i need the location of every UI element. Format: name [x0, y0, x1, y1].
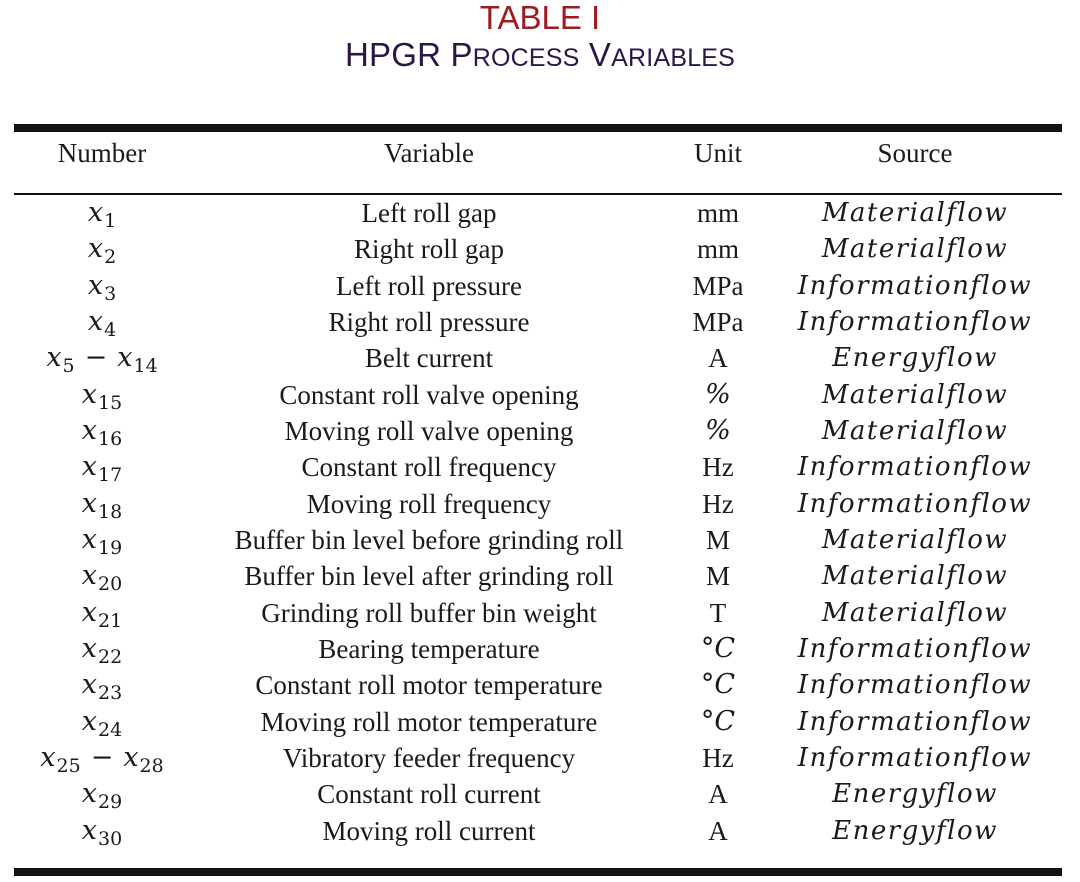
cell-unit: M [705, 525, 730, 555]
header-unit: Unit [693, 138, 742, 168]
cell-variable: Constant roll current [317, 779, 541, 809]
number-symbol: x [87, 270, 104, 301]
cell-unit: % [705, 379, 731, 410]
cell-number [14, 380, 190, 412]
cell-unit: Hz [702, 489, 734, 519]
cell-unit: T [709, 598, 727, 628]
cell-unit: % [705, 415, 731, 446]
cell-variable: Left roll pressure [336, 271, 522, 301]
header-number: Number [57, 138, 147, 168]
cell-number [14, 634, 190, 666]
number-subscript: 23 [98, 682, 123, 704]
number-subscript: 16 [98, 428, 123, 450]
number-symbol: x [81, 379, 98, 410]
cell-variable: Moving roll current [322, 816, 536, 846]
header-source: Source [877, 138, 953, 168]
cell-source: Informationflow [797, 707, 1033, 737]
cell-source: Informationflow [797, 307, 1033, 337]
cell-variable: Moving roll valve opening [284, 416, 574, 446]
cell-unit: MPa [692, 271, 744, 301]
number-symbol: x [81, 815, 98, 846]
bottom-rule [14, 868, 1062, 876]
number-symbol-to: x [117, 342, 133, 373]
range-operator: − [84, 342, 108, 373]
cell-unit: mm [696, 234, 739, 264]
cell-variable: Moving roll motor temperature [260, 707, 598, 737]
cell-number [14, 307, 190, 339]
cell-unit: mm [696, 198, 739, 228]
cell-number [14, 416, 190, 448]
cell-source: Energyflow [832, 343, 998, 373]
number-subscript: 17 [98, 464, 123, 486]
cell-unit: A [708, 343, 728, 373]
table-label: TABLE I [479, 0, 601, 36]
number-subscript: 24 [98, 719, 123, 741]
number-subscript-to: 14 [133, 355, 158, 377]
number-symbol-to: x [123, 742, 139, 773]
number-subscript: 29 [98, 791, 123, 813]
cell-variable: Right roll gap [354, 234, 504, 264]
cell-number [14, 452, 190, 484]
cell-unit: M [705, 561, 730, 591]
cell-variable: Constant roll frequency [301, 452, 557, 482]
number-subscript: 15 [98, 392, 123, 414]
cell-variable: Vibratory feeder frequency [282, 743, 576, 773]
cell-source: Informationflow [797, 634, 1033, 664]
number-subscript: 30 [98, 828, 123, 850]
cell-variable: Belt current [364, 343, 494, 373]
cell-source: Informationflow [797, 670, 1033, 700]
number-subscript: 4 [104, 319, 117, 341]
cell-number [14, 343, 190, 375]
cell-source: Energyflow [832, 779, 998, 809]
cell-source: Informationflow [797, 271, 1033, 301]
header-variable: Variable [384, 138, 474, 168]
number-symbol: x [87, 197, 104, 228]
cell-variable: Grinding roll buffer bin weight [261, 598, 597, 628]
cell-source: Materialflow [821, 598, 1009, 628]
cell-source: Informationflow [797, 452, 1033, 482]
cell-unit: MPa [692, 307, 744, 337]
cell-variable: Bearing temperature [318, 634, 540, 664]
cell-source: Informationflow [797, 743, 1033, 773]
number-symbol: x [87, 233, 104, 264]
cell-variable: Buffer bin level before grinding roll [234, 525, 624, 555]
number-symbol: x [46, 342, 62, 373]
cell-number [14, 816, 190, 848]
number-subscript: 25 [56, 755, 81, 777]
cell-number [14, 234, 190, 266]
cell-unit: °C [700, 669, 736, 700]
number-subscript: 3 [104, 283, 117, 305]
number-symbol: x [81, 451, 98, 482]
number-symbol: x [81, 488, 98, 519]
cell-variable: Moving roll frequency [306, 489, 552, 519]
cell-unit: °C [700, 633, 736, 664]
cell-unit: °C [700, 706, 736, 737]
number-symbol: x [81, 415, 98, 446]
cell-source: Materialflow [821, 416, 1009, 446]
cell-unit: Hz [702, 452, 734, 482]
cell-unit: Hz [702, 743, 734, 773]
number-subscript: 21 [98, 610, 123, 632]
cell-source: Materialflow [821, 234, 1009, 264]
number-symbol: x [81, 778, 98, 809]
cell-source: Materialflow [821, 525, 1009, 555]
number-symbol: x [81, 597, 98, 628]
cell-number [14, 198, 190, 230]
cell-number [14, 271, 190, 303]
cell-number [14, 670, 190, 702]
range-operator: − [90, 742, 114, 773]
cell-variable: Right roll pressure [328, 307, 530, 337]
number-subscript: 1 [104, 210, 117, 232]
cell-number [14, 598, 190, 630]
number-symbol: x [81, 706, 98, 737]
cell-unit: A [708, 816, 728, 846]
cell-source: Energyflow [832, 816, 998, 846]
table-title-smallcaps: HPGR PROCESS VARIABLES [344, 36, 736, 73]
number-symbol: x [81, 669, 98, 700]
number-subscript-to: 28 [139, 755, 164, 777]
number-subscript: 2 [104, 246, 117, 268]
cell-variable: Constant roll motor temperature [255, 670, 603, 700]
number-subscript: 19 [98, 537, 123, 559]
cell-variable: Left roll gap [361, 198, 497, 228]
cell-number [14, 743, 190, 775]
number-symbol: x [81, 560, 98, 591]
number-subscript: 22 [98, 646, 123, 668]
cell-number [14, 707, 190, 739]
number-subscript: 18 [98, 501, 123, 523]
cell-number [14, 525, 190, 557]
number-symbol: x [81, 524, 98, 555]
cell-source: Materialflow [821, 380, 1009, 410]
cell-number [14, 561, 190, 593]
number-symbol: x [87, 306, 104, 337]
number-symbol: x [40, 742, 56, 773]
cell-variable: Buffer bin level after grinding roll [244, 561, 614, 591]
number-subscript: 20 [98, 573, 123, 595]
cell-unit: A [708, 779, 728, 809]
cell-source: Materialflow [821, 561, 1009, 591]
number-subscript: 5 [62, 355, 75, 377]
cell-source: Informationflow [797, 489, 1033, 519]
number-symbol: x [81, 633, 98, 664]
cell-source: Materialflow [821, 198, 1009, 228]
cell-number [14, 489, 190, 521]
cell-variable: Constant roll valve opening [279, 380, 579, 410]
cell-number [14, 779, 190, 811]
